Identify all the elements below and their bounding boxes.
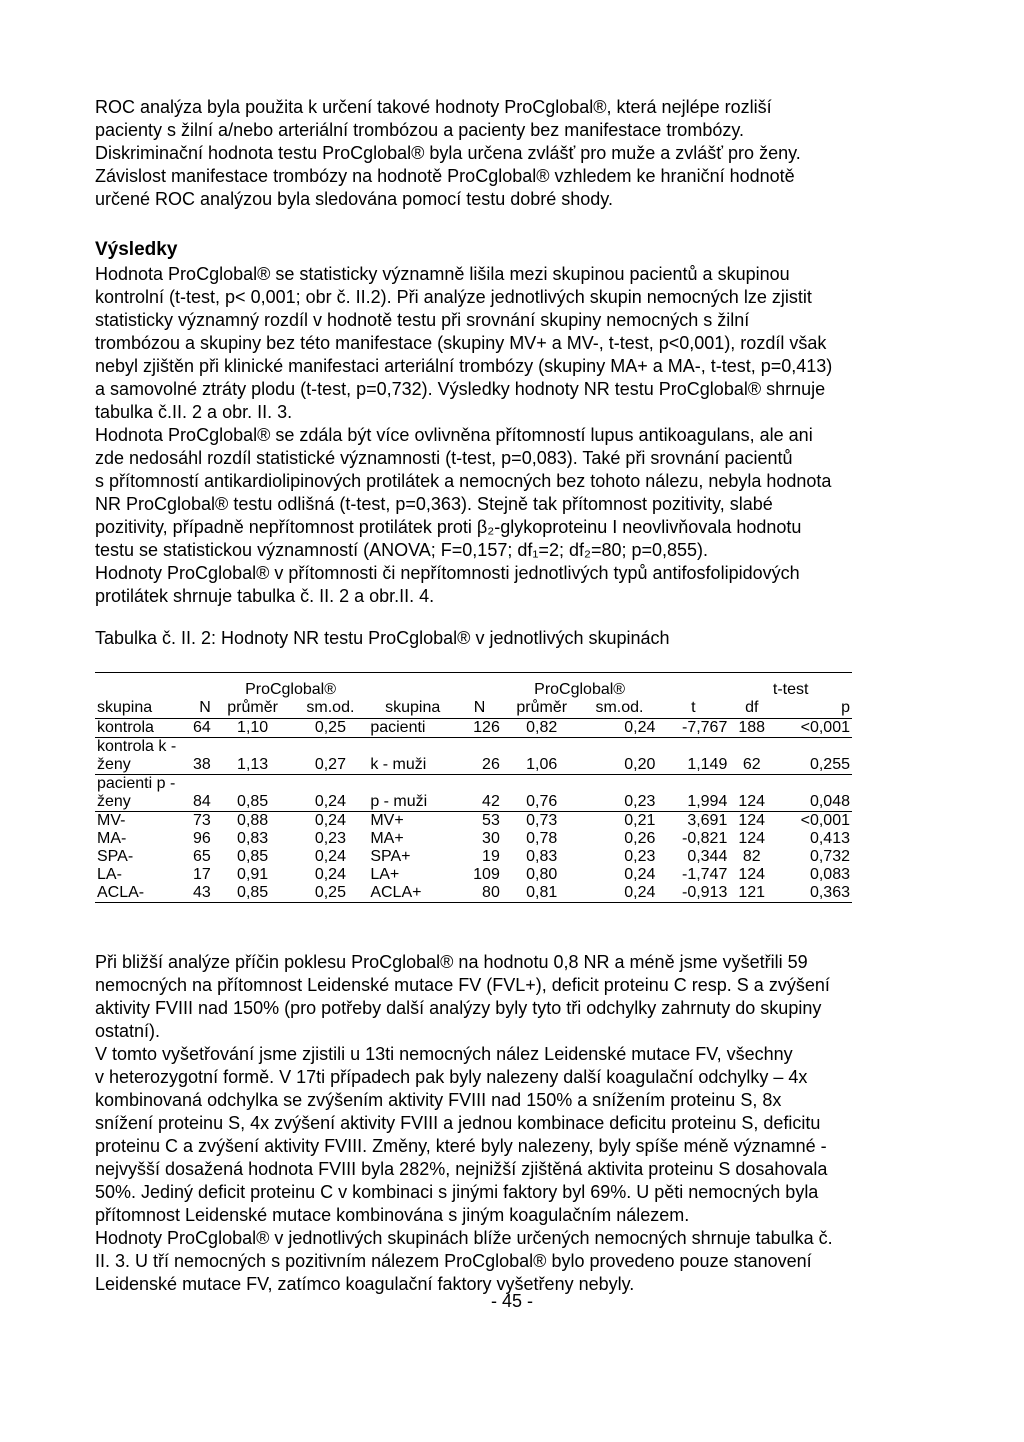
table-cell-n2: 19 — [482, 848, 500, 865]
table-cell-m2: 0,81 — [502, 884, 582, 903]
table-row — [95, 866, 852, 884]
table-cell-s1: 0,25 — [292, 719, 368, 738]
table-cell-s2: 0,24 — [582, 719, 658, 738]
col-header: skupina — [95, 699, 181, 719]
col-header: sm.od. — [582, 699, 658, 719]
table-cell-s1: 0,24 — [292, 775, 368, 812]
table-cell-g1: ACLA- — [95, 884, 181, 903]
table-cell-g1: SPA- — [97, 848, 134, 865]
table-row — [95, 848, 852, 866]
table-cell-n1: 43 — [181, 884, 213, 903]
table-cell-s2: 0,21 — [624, 812, 656, 829]
table-cell-t: -0,913 — [657, 884, 729, 903]
table-cell-n1: 38 — [181, 738, 213, 775]
table-cell-t: 1,149 — [657, 738, 729, 775]
page-number: - 45 - — [490, 1291, 533, 1311]
table-group-header — [95, 673, 852, 700]
table-cell-t: -7,767 — [657, 719, 729, 738]
table-row — [95, 812, 852, 831]
table-cell-df: 188 — [729, 719, 774, 738]
table-cell-n2: 126 — [457, 719, 502, 738]
table-cell-n1: 17 — [192, 866, 211, 883]
table-cell-g2: MA+ — [370, 830, 404, 847]
table-cell-g2: k - muži — [368, 738, 457, 775]
table-cell-p: <0,001 — [774, 719, 852, 738]
table-cell-t: -1,747 — [681, 866, 728, 883]
table-cell-m2: 0,82 — [502, 719, 582, 738]
conclusion-paragraph: Při bližší analýze příčin poklesu ProCglobal® na hodnotu 0,8 NR a méně jsme vyšetřili 59 nemocných na přítomnost Leidenské mutace FV (FVL+), deficit proteinu C resp. S a zvýšení aktivity FVIII nad 150% (pro potřeby další analýzy byly tyto tři odchylky zahrnuty do skupiny ostatní). V tomto vyšetřování jsme zjistili u 13ti nemocných nález Leidenské mutace FV, všechny v heterozygotní formě. V 17ti případech pak byly nalezeny další koagulační odchylky – 4x kombinovaná odchylka se zvýšením aktivity FVIII nad 150% a snížením proteinu S, 8x snížení proteinu S, 4x zvýšení aktivity FVIII a jednou kombinace deficitu proteinu S, deficitu proteinu C a zvýšení aktivity FVIII. Změny, které byly nalezeny, byly spíše méně významné - nejvyšší dosažená hodnota FVIII byla 282%, nejnižší zjištěná aktivita proteinu S dosahovala 50%. Jediný deficit proteinu C v kombinaci s jinými faktory byl 69%. U pěti nemocných byla přítomnost Leidenské mutace kombinována s jiným koagulačním nálezem. Hodnoty ProCglobal® v jednotlivých skupinách blíže určených nemocných shrnuje tabulka č. II. 3. U tří nemocných s pozitivním nálezem ProCglobal® bylo provedeno pouze stanovení Leidenské mutace FV, zatímco koagulační faktory vyšetřeny nebyly. — [95, 952, 833, 1294]
table-cell-m1: 0,83 — [237, 830, 269, 847]
table-cell-s2: 0,24 — [624, 866, 656, 883]
table-cell-n2: 30 — [482, 830, 500, 847]
table-cell-m2: 0,78 — [526, 830, 558, 847]
page-content — [95, 96, 855, 1296]
table-body — [95, 719, 852, 903]
table-cell-t: 1,994 — [657, 775, 729, 812]
table-cell-p: 0,083 — [809, 866, 850, 883]
table-row — [95, 775, 852, 812]
table-cell-n1: 73 — [192, 812, 211, 829]
procglobal-left-header: ProCglobal® — [213, 673, 369, 700]
col-header: df — [729, 699, 774, 719]
table-cell-g2: ACLA+ — [368, 884, 457, 903]
table-column-header — [95, 699, 852, 719]
table-cell-n2: 42 — [457, 775, 502, 812]
table-cell-m2: 0,80 — [526, 866, 558, 883]
table-cell-df: 82 — [742, 848, 761, 865]
table-cell-s1: 0,23 — [314, 830, 346, 847]
table-cell-m2: 0,83 — [526, 848, 558, 865]
col-header: skupina — [368, 699, 457, 719]
table-cell-m2: 0,73 — [526, 812, 558, 829]
table-cell-m1: 0,85 — [213, 884, 293, 903]
table-cell-p: <0,001 — [800, 812, 850, 829]
table-cell-t: 3,691 — [687, 812, 728, 829]
table-cell-s1: 0,24 — [314, 812, 346, 829]
table-cell-m2: 0,76 — [502, 775, 582, 812]
table-cell-df: 121 — [729, 884, 774, 903]
table-cell-g1: pacienti p - ženy — [95, 775, 181, 812]
table-cell-g2: MV+ — [370, 812, 404, 829]
col-header: průměr — [213, 699, 293, 719]
table-cell-m1: 0,85 — [213, 775, 293, 812]
table-row — [95, 830, 852, 848]
col-header: N — [457, 699, 502, 719]
table-cell-n1: 84 — [181, 775, 213, 812]
table-cell-g1: kontrola — [95, 719, 181, 738]
table-cell-g2: pacienti — [368, 719, 457, 738]
table-cell-p: 0,255 — [774, 738, 852, 775]
table-cell-s2: 0,23 — [582, 775, 658, 812]
table-cell-m1: 1,10 — [213, 719, 293, 738]
table-cell-s2: 0,24 — [582, 884, 658, 903]
table-cell-t: 0,344 — [687, 848, 728, 865]
procglobal-right-header: ProCglobal® — [502, 673, 658, 700]
table-cell-s2: 0,20 — [582, 738, 658, 775]
intro-paragraph: ROC analýza byla použita k určení takové hodnoty ProCglobal®, která nejlépe rozliší pacienty s žilní a/nebo arteriální trombózou a pacienty bez manifestace trombózy. Diskriminační hodnota testu ProCglobal® byla určena zvlášť pro muže a zvlášť pro ženy. Závislost manifestace trombózy na hodnotě ProCglobal® vzhledem ke hraniční hodnotě určené ROC analýzou byla sledována pomocí testu dobré shody. — [95, 97, 801, 209]
col-header: sm.od. — [292, 699, 368, 719]
table-cell-m1: 0,85 — [237, 848, 269, 865]
results-paragraph: Hodnota ProCglobal® se statisticky významně lišila mezi skupinou pacientů a skupinou kontrolní (t-test, p< 0,001; obr č. II.2). Při analýze jednotlivých skupin nemocných lze zjistit statisticky významný rozdíl v hodnotě testu při srovnání skupiny nemocných s žilní trombózou a skupiny bez této manifestace (skupiny MV+ a MV-, t-test, p<0,001), rozdíl však nebyl zjištěn při klinické manifestaci arteriální trombózy (skupiny MA+ a MA-, t-test, p=0,413) a samovolné ztráty plodu (t-test, p=0,732). Výsledky hodnoty NR testu ProCglobal® shrnuje tabulka č.II. 2 a obr. II. 3. Hodnota ProCglobal® se zdála být více ovlivněna přítomností lupus antikoagulans, ale ani zde nedosáhl rozdíl statistické významnosti (t-test, p=0,083). Také při srovnání pacientů s přítomností antikardiolipinových protilátek a nemocných bez tohoto nálezu, nebyla hodnota NR ProCglobal® testu odlišná (t-test, p=0,363). Stejně tak přítomnost pozitivity, slabé pozitivity, případně nepřítomnost protilátek proti β₂-glykoproteinu I neovlivňovala hodnotu testu se statistickou významností (ANOVA; F=0,157; df₁=2; df₂=80; p=0,855). Hodnoty ProCglobal® v přítomnosti či nepřítomnosti jednotlivých typů antifosfolipidových protilátek shrnuje tabulka č. II. 2 a obr.II. 4. — [95, 264, 833, 606]
table-cell-p: 0,732 — [809, 848, 850, 865]
ttest-header: t-test — [729, 673, 852, 700]
table-cell-n2: 26 — [457, 738, 502, 775]
table-cell-m2: 1,06 — [502, 738, 582, 775]
table-cell-s1: 0,24 — [314, 866, 346, 883]
results-table — [95, 672, 852, 903]
table-cell-s2: 0,26 — [624, 830, 656, 847]
table-cell-p: 0,413 — [809, 830, 850, 847]
table-cell-df: 124 — [738, 830, 766, 847]
table-cell-m1: 0,91 — [237, 866, 269, 883]
table-cell-g2: SPA+ — [370, 848, 411, 865]
table-cell-g2: p - muži — [368, 775, 457, 812]
table-cell-n2: 53 — [482, 812, 500, 829]
table-row — [95, 738, 852, 775]
table-cell-n2: 109 — [473, 866, 500, 883]
table-cell-s2: 0,23 — [624, 848, 656, 865]
table-caption: Tabulka č. II. 2: Hodnoty NR testu ProCglobal® v jednotlivých skupinách — [95, 628, 670, 648]
table-cell-n1: 65 — [192, 848, 211, 865]
table-cell-df: 124 — [729, 775, 774, 812]
table-cell-g1: MA- — [97, 830, 127, 847]
table-cell-g2: LA+ — [370, 866, 400, 883]
col-header: N — [181, 699, 213, 719]
table-cell-g1: MV- — [97, 812, 126, 829]
table-cell-df: 62 — [729, 738, 774, 775]
table-cell-s1: 0,24 — [314, 848, 346, 865]
table-cell-df: 124 — [738, 812, 766, 829]
col-header: p — [774, 699, 852, 719]
table-row — [95, 884, 852, 903]
table-cell-p: 0,048 — [774, 775, 852, 812]
table-cell-m1: 1,13 — [213, 738, 293, 775]
table-cell-n1: 64 — [181, 719, 213, 738]
table-cell-df: 124 — [738, 866, 766, 883]
table-cell-m1: 0,88 — [237, 812, 269, 829]
col-header: t — [657, 699, 729, 719]
table-cell-g1: LA- — [97, 866, 122, 883]
results-heading: Výsledky — [95, 239, 178, 260]
table-cell-p: 0,363 — [774, 884, 852, 903]
table-cell-g1: kontrola k - ženy — [95, 738, 181, 775]
col-header: průměr — [502, 699, 582, 719]
table-cell-t: -0,821 — [681, 830, 728, 847]
table-cell-n2: 80 — [457, 884, 502, 903]
table-row — [95, 719, 852, 738]
table-cell-s1: 0,27 — [292, 738, 368, 775]
table-cell-s1: 0,25 — [292, 884, 368, 903]
table-cell-n1: 96 — [192, 830, 211, 847]
